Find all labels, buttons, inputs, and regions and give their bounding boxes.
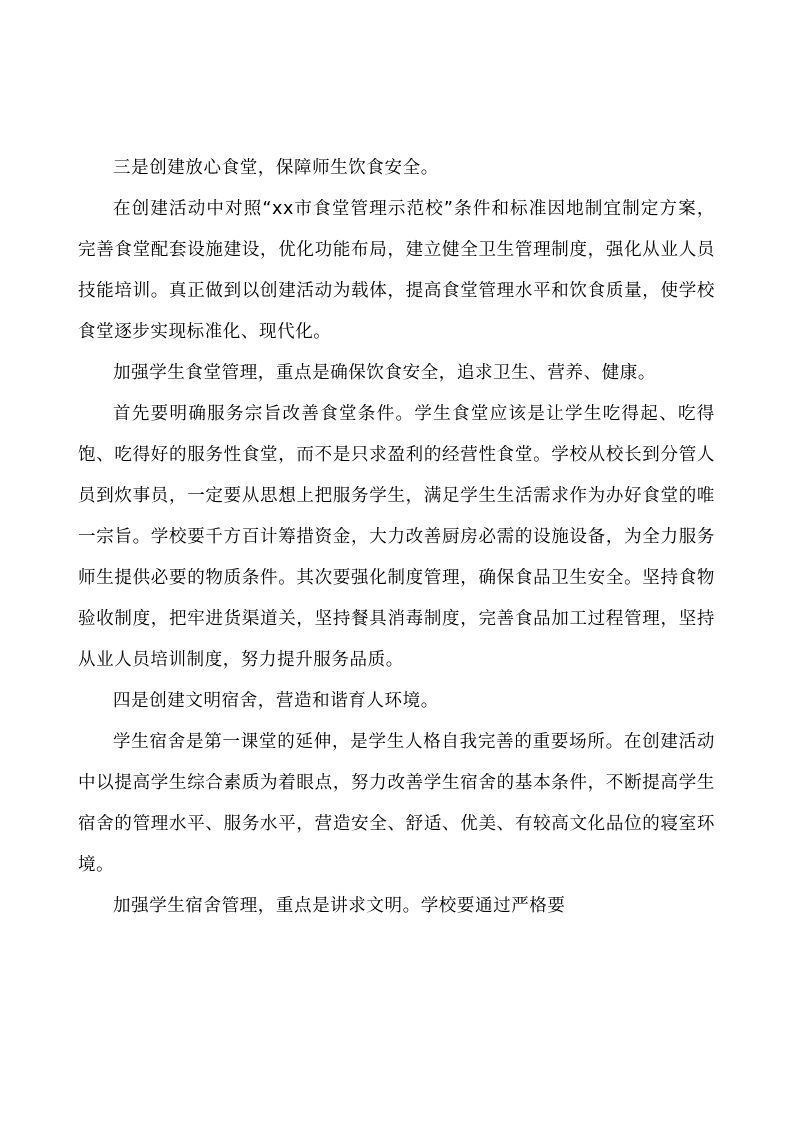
paragraph: 加强学生宿舍管理，重点是讲求文明。学校要通过严格要: [113, 896, 566, 916]
paragraph: 加强学生食堂管理，重点是确保饮食安全，追求卫生、营养、健康。: [113, 363, 656, 383]
paragraph: 首先要明确服务宗旨改善食堂条件。学生食堂应该是让学生吃得起、吃得饱、吃得好的服务性食堂，而不是只求盈利的经营性食堂。学校从校长到分管人员到炊事员，一定要从思想上把服务学生，满足学生生活需求作为办好食堂的唯一宗旨。学校要千方百计筹措资金，大力改善厨房必需的设施设备，为全力服务师生提供必要的物质条件。其次要强化制度管理，确保食品卫生安全。坚持食物验收制度，把牢进货渠道关，坚持餐具消毒制度，完善食品加工过程管理，坚持从业人员培训制度，努力提升服务品质。: [78, 404, 715, 670]
paragraph: 三是创建放心食堂，保障师生饮食安全。: [113, 158, 439, 178]
document-body: [78, 148, 715, 927]
paragraph: 四是创建文明宿舍，营造和谐育人环境。: [113, 691, 439, 711]
paragraph: 在创建活动中对照“xx市食堂管理示范校”条件和标准因地制宜制定方案，完善食堂配套设施建设，优化功能布局，建立健全卫生管理制度，强化从业人员技能培训。真正做到以创建活动为载体，提高食堂管理水平和饮食质量，使学校食堂逐步实现标准化、现代化。: [78, 199, 715, 342]
paragraph: 学生宿舍是第一课堂的延伸，是学生人格自我完善的重要场所。在创建活动中以提高学生综合素质为着眼点，努力改善学生宿舍的基本条件，不断提高学生宿舍的管理水平、服务水平，营造安全、舒适、优美、有较高文化品位的寝室环境。: [78, 732, 715, 875]
